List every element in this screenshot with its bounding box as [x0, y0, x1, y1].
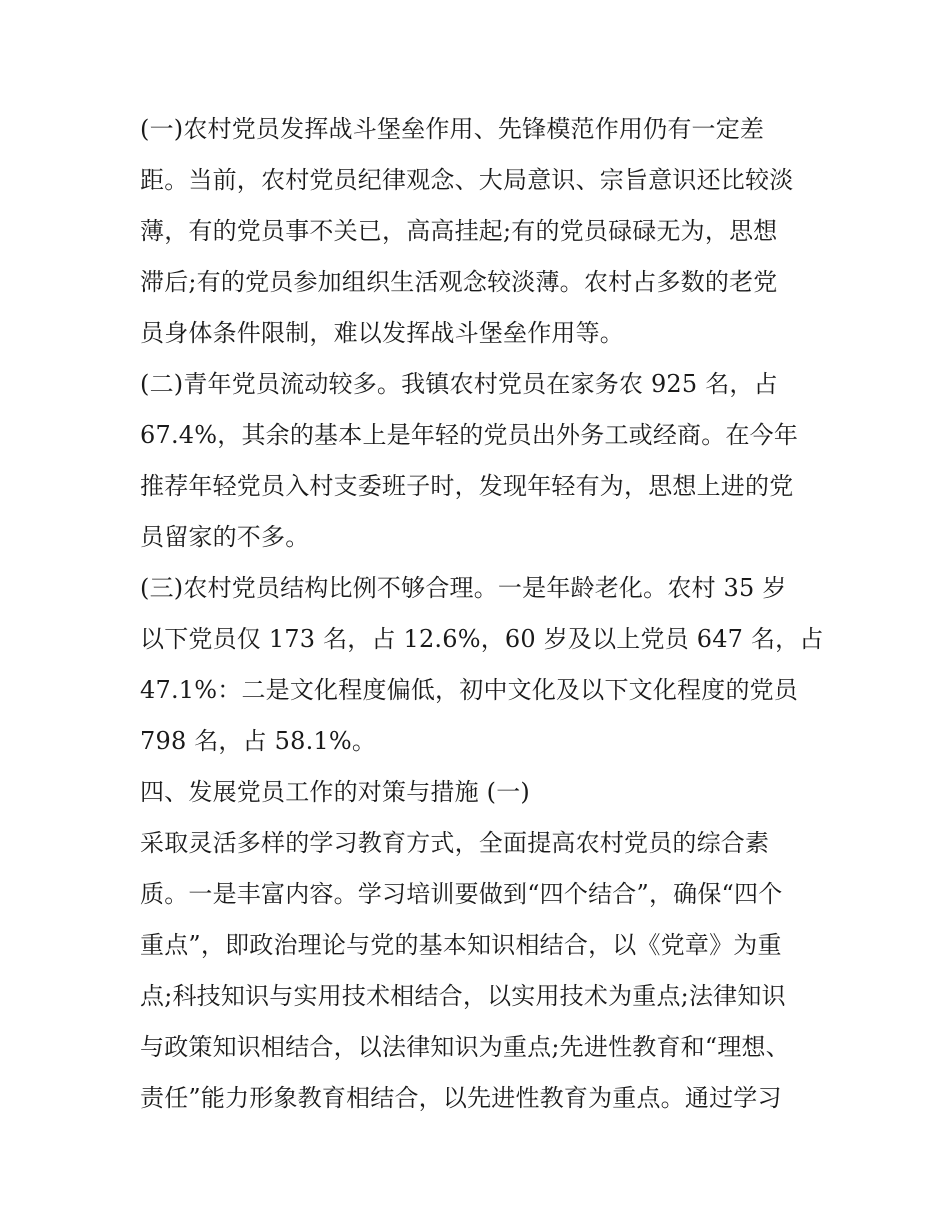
section-heading: 四、发展党员工作的对策与措施 (一) — [140, 778, 530, 806]
text-line: 以下党员仅 173 名，占 12.6%，60 岁及以上党员 647 名，占 — [140, 625, 824, 653]
text-line: 薄，有的党员事不关已，高高挂起;有的党员碌碌无为，思想 — [140, 217, 778, 245]
text-line: 推荐年轻党员入村支委班子时，发现年轻有为，思想上进的党 — [140, 472, 794, 500]
text-line: (二)青年党员流动较多。我镇农村党员在家务农 925 名，占 — [140, 370, 778, 398]
text-line: (一)农村党员发挥战斗堡垒作用、先锋模范作用仍有一定差 — [140, 115, 765, 143]
text-line: 采取灵活多样的学习教育方式，全面提高农村党员的综合素 — [140, 829, 770, 857]
text-line: 与政策知识相结合，以法律知识为重点;先进性教育和“理想、 — [140, 1033, 790, 1061]
text-line: 距。当前，农村党员纪律观念、大局意识、宗旨意识还比较淡 — [140, 166, 794, 194]
text-line: 滞后;有的党员参加组织生活观念较淡薄。农村占多数的老党 — [140, 268, 778, 296]
document-body — [140, 104, 824, 1124]
text-line: 重点”，即政治理论与党的基本知识相结合，以《党章》为重 — [140, 931, 782, 959]
text-line: 质。一是丰富内容。学习培训要做到“四个结合”，确保“四个 — [140, 880, 783, 908]
text-line: 责任”能力形象教育相结合，以先进性教育为重点。通过学习 — [140, 1084, 782, 1112]
text-line: 67.4%，其余的基本上是年轻的党员出外务工或经商。在今年 — [140, 421, 799, 449]
text-line: 点;科技知识与实用技术相结合，以实用技术为重点;法律知识 — [140, 982, 786, 1010]
text-line: 798 名，占 58.1%。 — [140, 727, 377, 755]
text-line: 员身体条件限制，难以发挥战斗堡垒作用等。 — [140, 319, 624, 347]
text-line: 47.1%：二是文化程度偏低，初中文化及以下文化程度的党员 — [140, 676, 799, 704]
text-line: (三)农村党员结构比例不够合理。一是年龄老化。农村 35 岁 — [140, 574, 787, 602]
text-line: 员留家的不多。 — [140, 523, 310, 551]
